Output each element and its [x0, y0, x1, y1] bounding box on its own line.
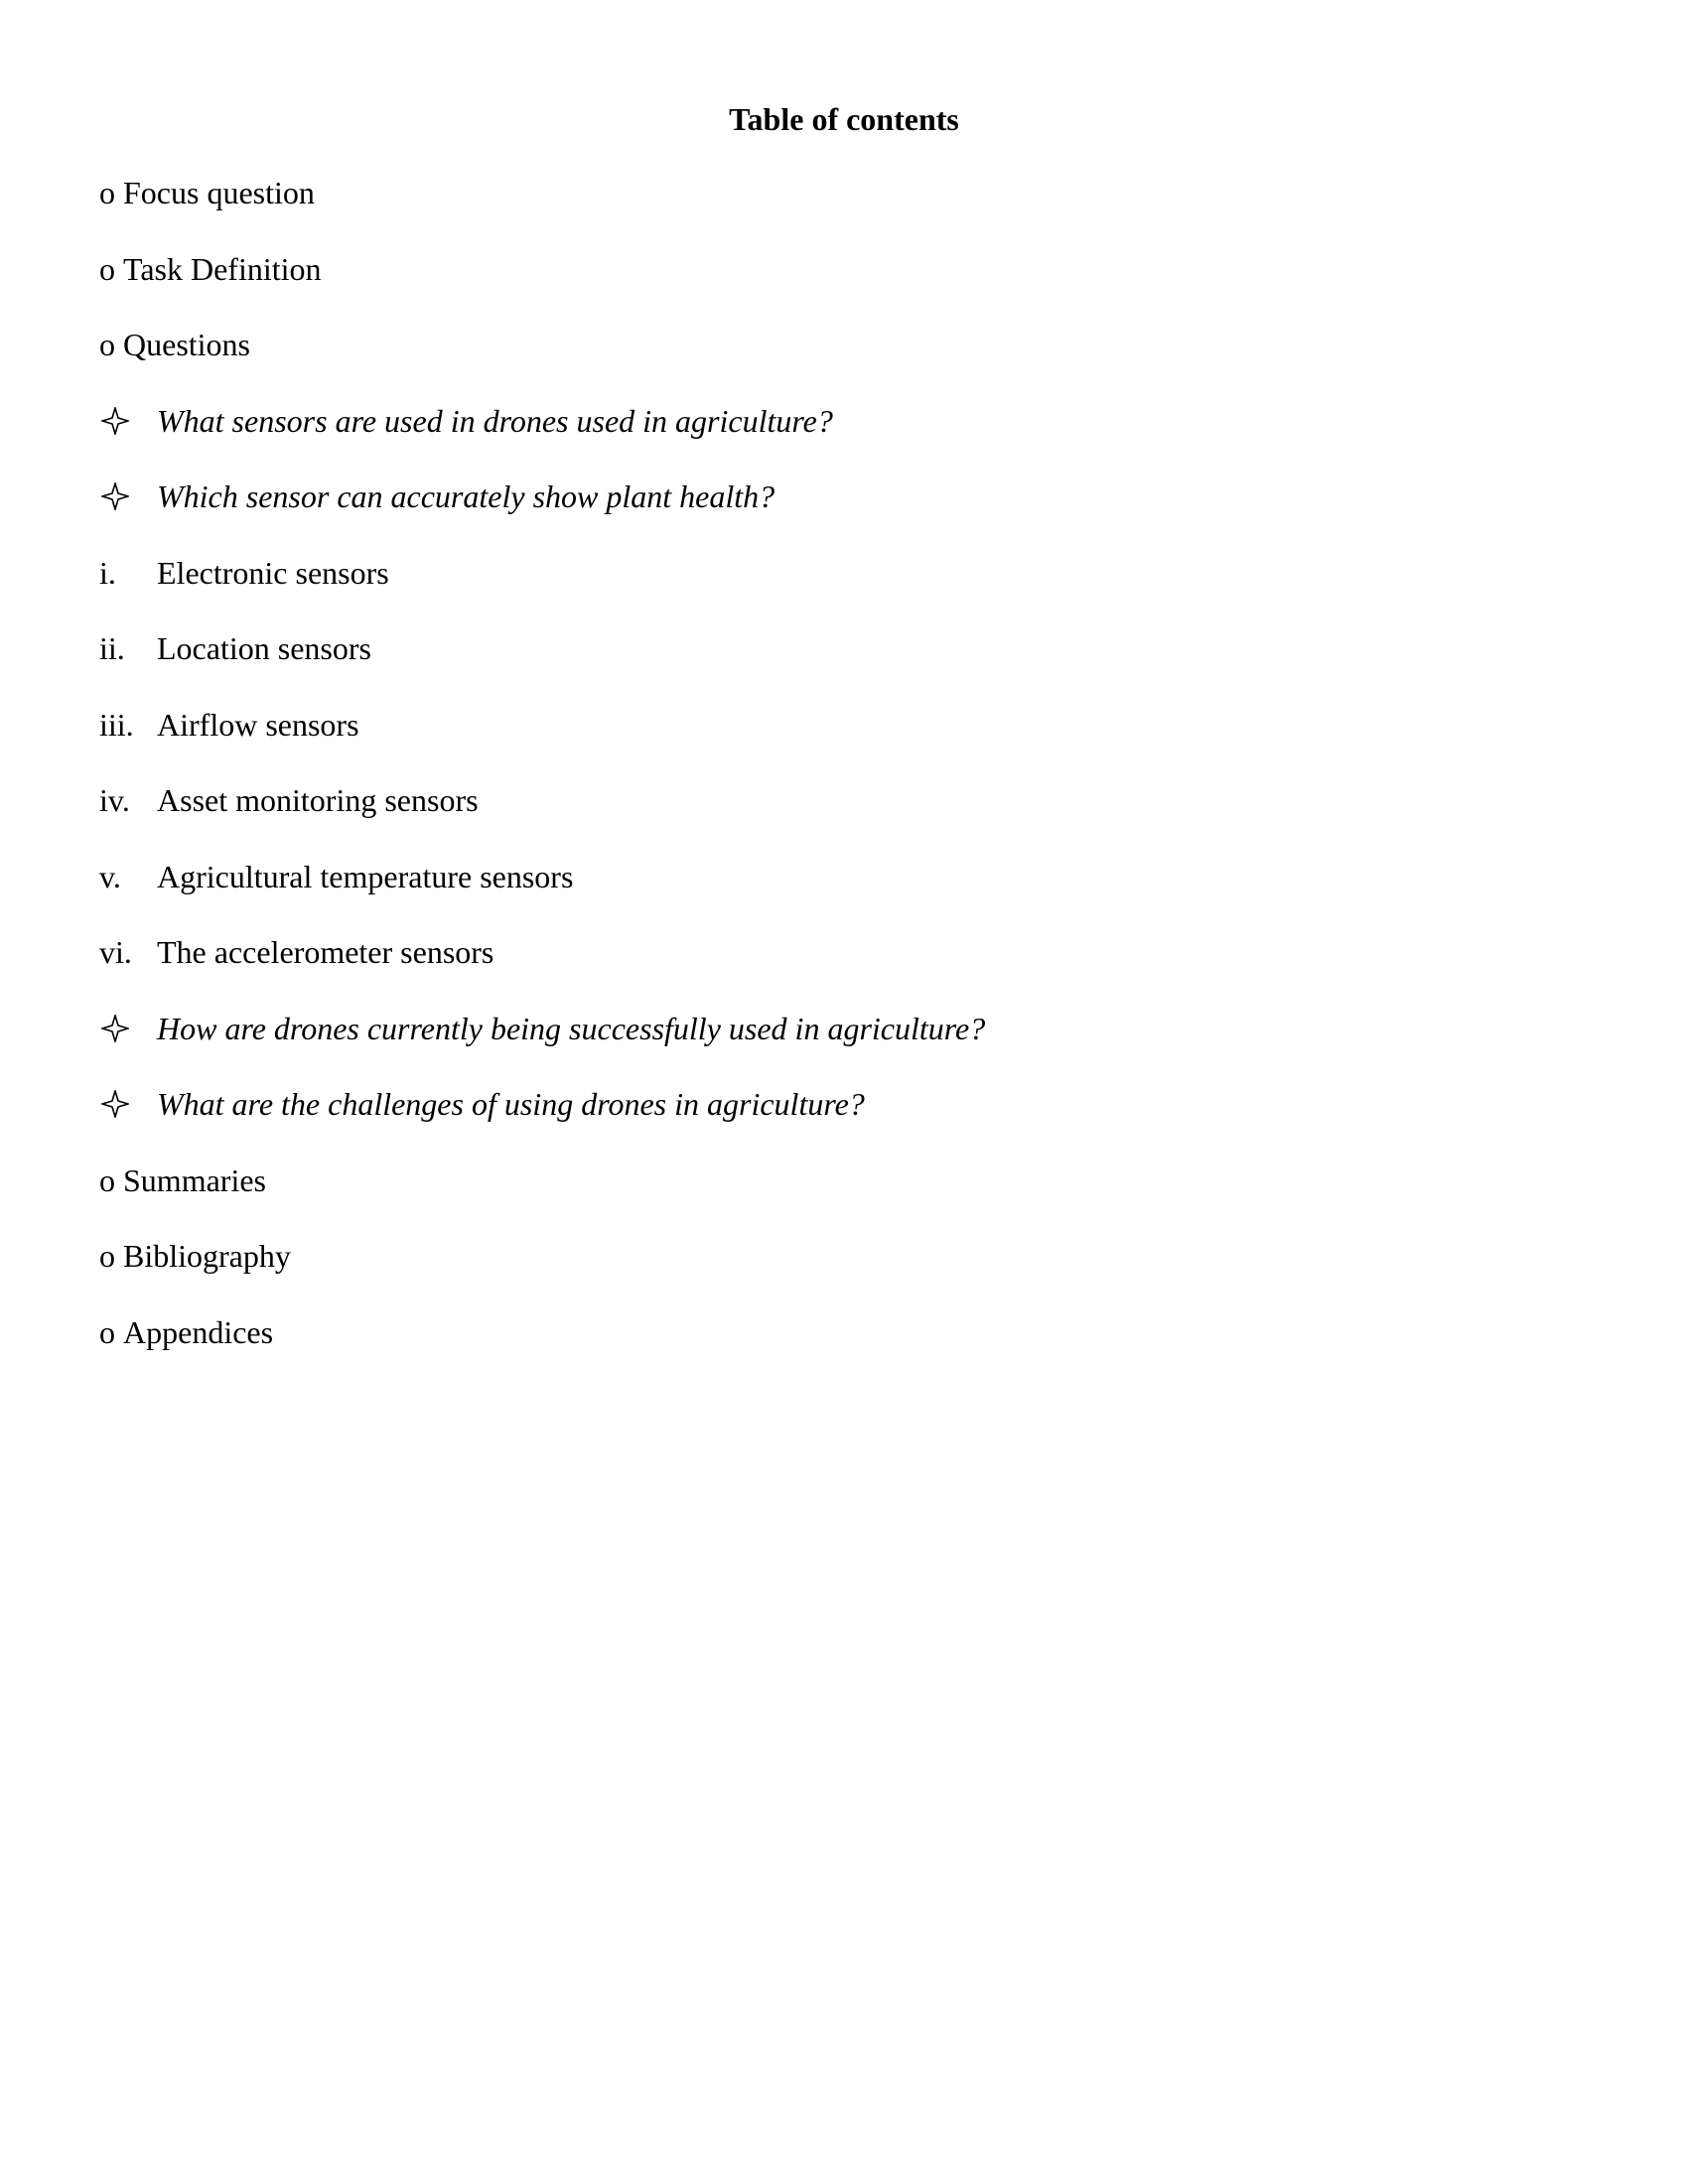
toc-item-label: What are the challenges of using drones in agriculture? [157, 1086, 865, 1122]
toc-item-label: The accelerometer sensors [157, 934, 494, 970]
toc-subitem-location-sensors [99, 626, 1589, 703]
toc-item-label: Task Definition [123, 250, 322, 287]
page-title: Table of contents [729, 101, 959, 137]
toc-star-marker [99, 1082, 157, 1126]
toc-item-summaries [99, 1159, 1589, 1235]
toc-item-label: Airflow sensors [157, 706, 359, 743]
toc-bullet: o [99, 327, 115, 362]
toc-item-questions [99, 323, 1589, 399]
toc-item-bibliography [99, 1234, 1589, 1310]
toc-subitem-sensors-used [99, 399, 1589, 476]
toc-item-label: Summaries [123, 1161, 266, 1198]
toc-star-marker [99, 1007, 157, 1050]
toc-roman-numeral: v. [99, 858, 121, 894]
four-pointed-star-icon [101, 1015, 129, 1042]
toc-item-focus-question [99, 171, 1589, 247]
toc-item-appendices [99, 1310, 1589, 1387]
toc-subitem-electronic-sensors [99, 551, 1589, 627]
toc-subitem-drone-usage [99, 1007, 1589, 1083]
toc-roman-numeral: iv. [99, 782, 130, 818]
toc-item-label: What sensors are used in drones used in agriculture? [157, 402, 833, 439]
toc-bullet: o [99, 1238, 115, 1274]
toc-item-task-definition [99, 247, 1589, 324]
toc-roman-numeral: i. [99, 554, 116, 591]
toc-item-label: Asset monitoring sensors [157, 782, 479, 818]
four-pointed-star-icon [101, 482, 129, 510]
toc-item-label: Location sensors [157, 630, 371, 666]
toc-item-label: Focus question [123, 175, 315, 210]
toc-roman-numeral: ii. [99, 630, 125, 666]
toc-bullet: o [99, 175, 115, 210]
toc-subitem-accelerometer-sensors [99, 930, 1589, 1007]
four-pointed-star-icon [101, 407, 129, 435]
toc-item-label: Electronic sensors [157, 554, 389, 591]
toc-item-label: Bibliography [123, 1238, 291, 1274]
toc-item-label: Which sensor can accurately show plant health? [157, 478, 775, 514]
toc-item-label: Agricultural temperature sensors [157, 858, 574, 894]
toc-star-marker [99, 399, 157, 443]
toc-subitem-challenges [99, 1082, 1589, 1159]
four-pointed-star-icon [101, 1090, 129, 1118]
toc-bullet: o [99, 250, 115, 287]
toc-item-label: Questions [123, 327, 250, 362]
toc-bullet: o [99, 1313, 115, 1350]
toc-item-label: Appendices [123, 1313, 274, 1350]
toc-subitem-airflow-sensors [99, 703, 1589, 779]
toc-item-label: How are drones currently being successfully used in agriculture? [157, 1010, 986, 1046]
toc-subitem-temperature-sensors [99, 855, 1589, 931]
toc-subitem-asset-monitoring-sensors [99, 778, 1589, 855]
toc-roman-numeral: vi. [99, 934, 132, 970]
table-of-contents [99, 171, 1589, 1386]
toc-star-marker [99, 475, 157, 518]
toc-roman-numeral: iii. [99, 706, 134, 743]
toc-subitem-plant-health [99, 475, 1589, 551]
toc-bullet: o [99, 1161, 115, 1198]
